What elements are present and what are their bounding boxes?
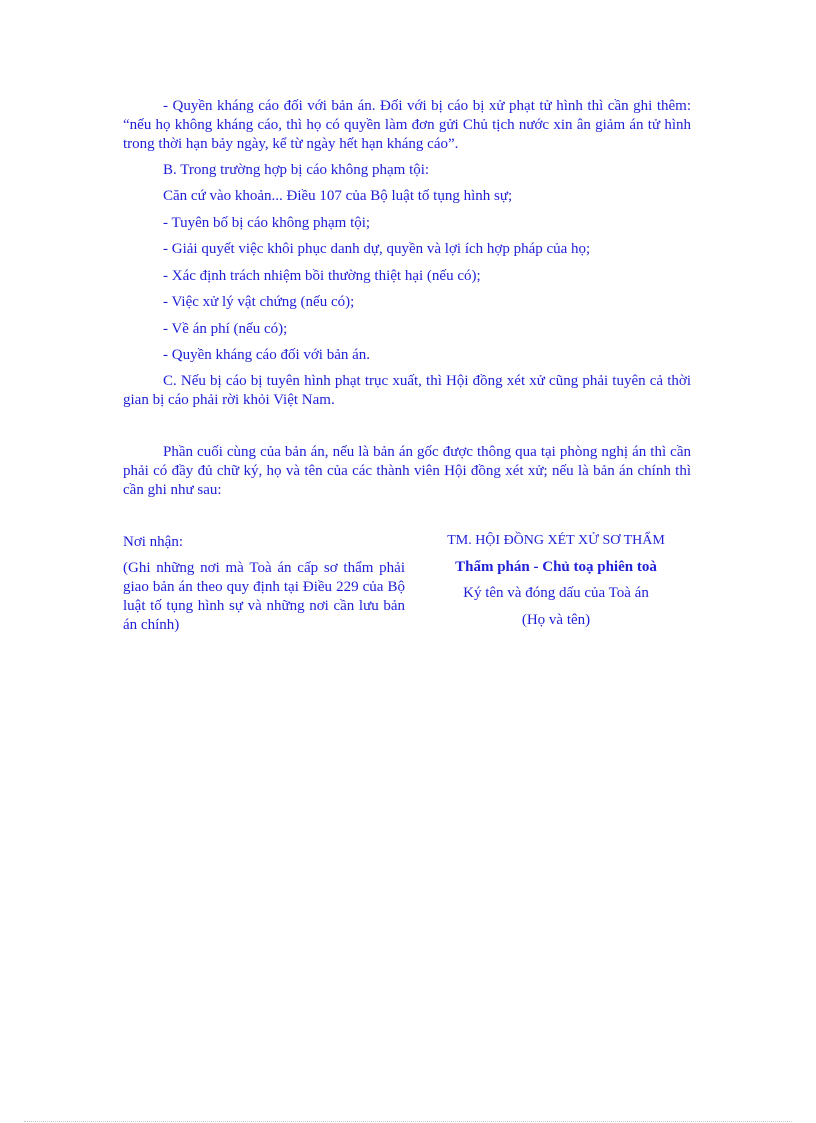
signature-role: Thẩm phán - Chủ toạ phiên toà (455, 559, 657, 575)
section-b-item: - Xác định trách nhiệm bồi thường thiệt hại (nếu có); (163, 268, 481, 284)
section-b-item: - Quyền kháng cáo đối với bản án. (163, 347, 371, 363)
recipients-label: Nơi nhận: (123, 534, 184, 550)
signature-note: Ký tên và đóng dấu của Toà án (463, 585, 649, 601)
recipients-note: (Ghi những nơi mà Toà án cấp sơ thẩm phải giao bản án theo quy định tại Điều 229 của Bộ luật tố tụng hình sự và những nơi cần lưu bản án chính) (123, 560, 405, 633)
signature-title: TM. HỘI ĐỒNG XÉT XỬ SƠ THẨM (447, 533, 665, 548)
section-b-item: - Về án phí (nếu có); (163, 321, 288, 337)
section-b-basis: Căn cứ vào khoản... Điều 107 của Bộ luật tố tụng hình sự; (163, 188, 513, 204)
section-b-item: - Giải quyết việc khôi phục danh dự, quyền và lợi ích hợp pháp của họ; (163, 241, 591, 257)
page-bottom-divider (24, 1121, 792, 1122)
section-b-item: - Tuyên bố bị cáo không phạm tội; (163, 215, 371, 231)
signature-name: (Họ và tên) (521, 612, 591, 628)
section-b-heading: B. Trong trường hợp bị cáo không phạm tội: (163, 162, 430, 178)
paragraph-appeal-death-sentence: - Quyền kháng cáo đối với bản án. Đối với bị cáo bị xử phạt tử hình thì cần ghi thêm: “nếu họ không kháng cáo, thì họ có quyền làm đơn gửi Chủ tịch nước xin ân giảm án tử hình trong thời hạn bảy ngày, kể từ ngày hết hạn kháng cáo”. (123, 98, 691, 152)
section-b-item: - Việc xử lý vật chứng (nếu có); (163, 294, 355, 310)
final-part-paragraph: Phần cuối cùng của bản án, nếu là bản án gốc được thông qua tại phòng nghị án thì cần phải có đầy đủ chữ ký, họ và tên của các thành viên Hội đồng xét xử; nếu là bản án chính thì cần ghi như sau: (123, 444, 691, 498)
section-c-paragraph: C. Nếu bị cáo bị tuyên hình phạt trục xuất, thì Hội đồng xét xử cũng phải tuyên cả thời gian bị cáo phải rời khỏi Việt Nam. (123, 373, 691, 408)
